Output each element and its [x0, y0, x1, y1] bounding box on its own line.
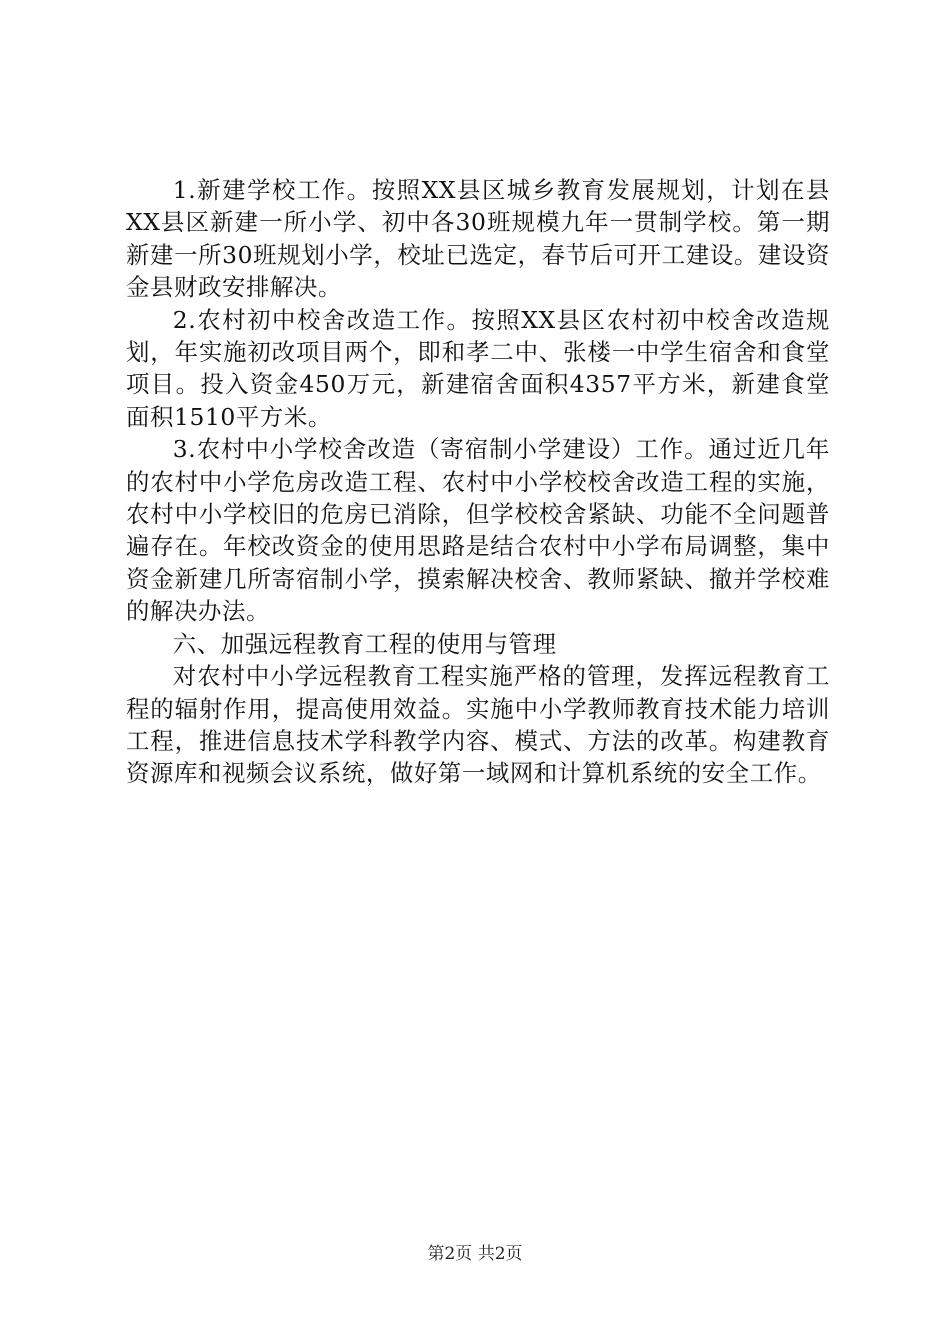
paragraph-junior-high-renovation: 2.农村初中校舍改造工作。按照XX县区农村初中校舍改造规划，年实施初改项目两个，即和孝二中、张楼一中学生宿舍和食堂项目。投入资金450万元，新建宿舍面积4357平方米，新建食堂面积1510平方米。	[126, 305, 830, 431]
section-heading-remote-education: 六、加强远程教育工程的使用与管理	[172, 629, 557, 658]
document-body	[126, 174, 830, 790]
paragraph-remote-education: 对农村中小学远程教育工程实施严格的管理，发挥远程教育工程的辐射作用，提高使用效益。实施中小学教师教育技术能力培训工程，推进信息技术学科教学内容、模式、方法的改革。构建教育资源库和视频会议系统，做好第一域网和计算机系统的安全工作。	[126, 662, 830, 788]
page-footer: 第2页 共2页	[427, 1244, 523, 1264]
paragraph-new-school: 1.新建学校工作。按照XX县区城乡教育发展规划，计划在县XX县区新建一所小学、初中各30班规模九年一贯制学校。第一期新建一所30班规划小学，校址已选定，春节后可开工建设。建设资金县财政安排解决。	[126, 176, 830, 302]
paragraph-rural-school-renovation: 3.农村中小学校舍改造（寄宿制小学建设）工作。通过近几年的农村中小学危房改造工程、农村中小学校校舍改造工程的实施，农村中小学校旧的危房已消除，但学校校舍紧缺、功能不全问题普遍存在。年校改资金的使用思路是结合农村中小学布局调整，集中资金新建几所寄宿制小学，摸索解决校舍、教师紧缺、撤并学校难的解决办法。	[126, 435, 830, 626]
